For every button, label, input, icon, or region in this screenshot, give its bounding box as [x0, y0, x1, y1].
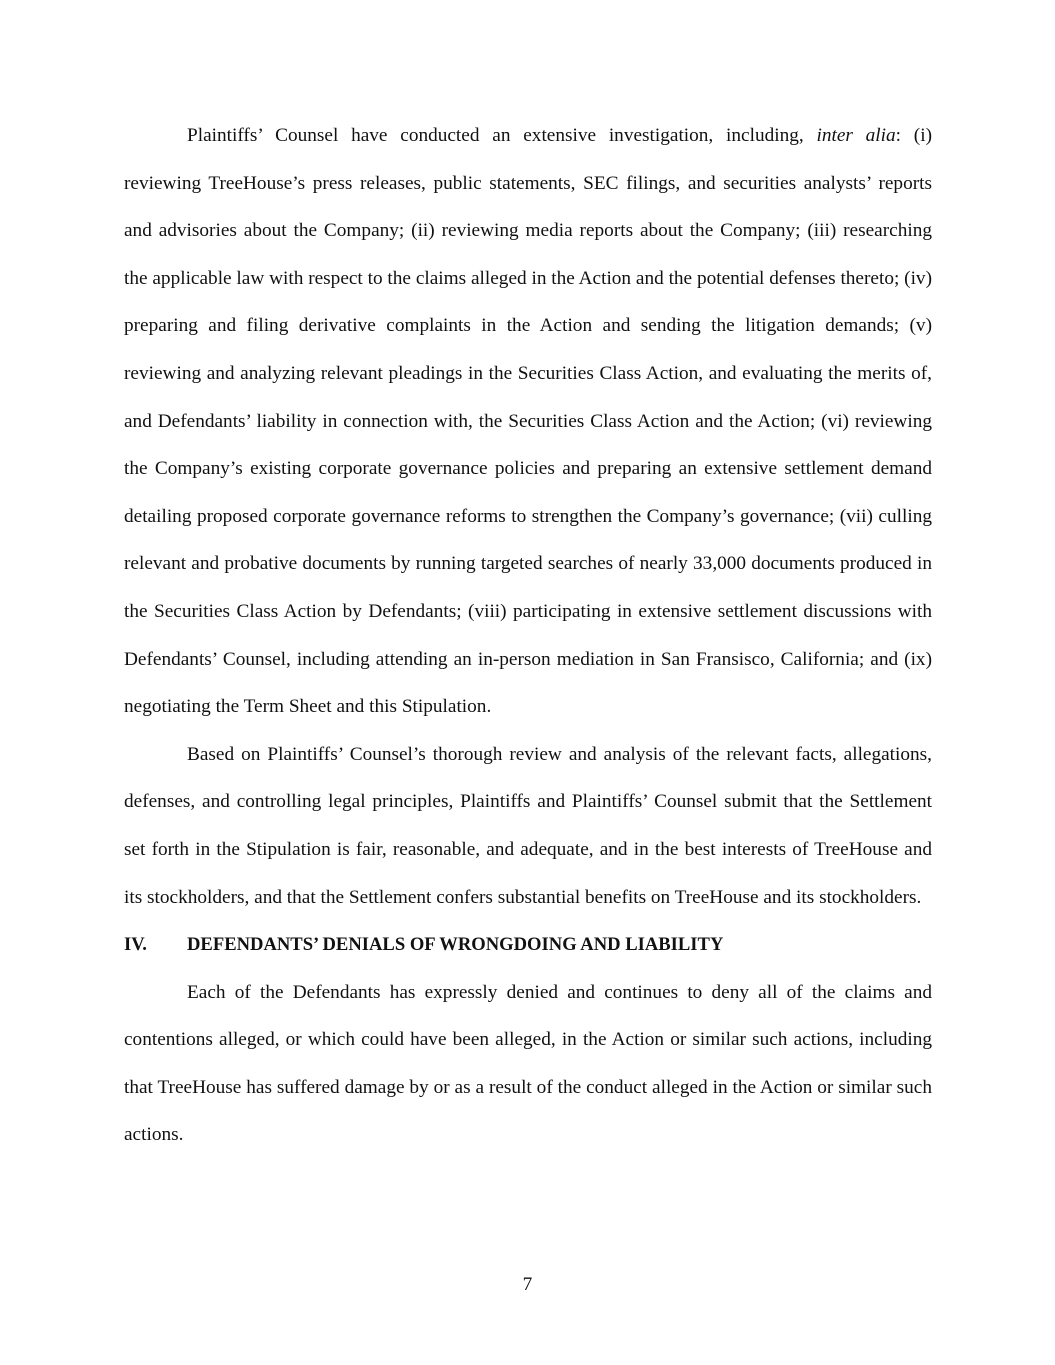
section-heading: [124, 921, 932, 969]
investigation-paragraph: [124, 112, 932, 731]
denial-paragraph: Each of the Defendants has expressly denied and continues to deny all of the claims and contentions alleged, or which could have been alleged, in the Action or similar such actions, including that TreeHouse has suffered damage by or as a result of the conduct alleged in the Action or similar such actions.: [124, 981, 932, 1146]
investigation-text-start: Plaintiffs’ Counsel have conducted an extensive investigation, including,: [187, 125, 817, 146]
review-paragraph: Based on Plaintiffs’ Counsel’s thorough review and analysis of the relevant facts, allegations, defenses, and controlling legal principles, Plaintiffs and Plaintiffs’ Counsel submit that the Settlement set forth in the Stipulation is fair, reasonable, and adequate, and in the best interests of TreeHouse and its stockholders, and that the Settlement confers substantial benefits on TreeHouse and its stockholders.: [124, 743, 932, 908]
document-page: [124, 112, 932, 1159]
section-title: DEFENDANTS’ DENIALS OF WRONGDOING AND LIABILITY: [187, 934, 724, 956]
page-number: 7: [522, 1274, 533, 1295]
section-number: IV.: [124, 934, 147, 956]
inter-alia-italic: inter alia: [816, 125, 896, 146]
investigation-text-rest: : (i) reviewing TreeHouse’s press releases, public statements, SEC filings, and securities analysts’ reports and advisories about the Company; (ii) reviewing media reports about the Company; (iii) researching the applicable law with respect to the claims alleged in the Action and the potential defenses thereto; (iv) preparing and filing derivative complaints in the Action and sending the litigation demands; (v) reviewing and analyzing relevant pleadings in the Securities Class Action, and evaluating the merits of, and Defendants’ liability in connection with, the Securities Class Action and the Action; (vi) reviewing the Company’s existing corporate governance policies and preparing an extensive settlement demand detailing proposed corporate governance reforms to strengthen the Company’s governance; (vii) culling relevant and probative documents by running targeted searches of nearly 33,000 documents produced in the Securities Class Action by Defendants; (viii) participating in extensive settlement discussions with Defendants’ Counsel, including attending an in-person mediation in San Fransisco, California; and (ix) negotiating the Term Sheet and this Stipulation.: [124, 125, 932, 718]
